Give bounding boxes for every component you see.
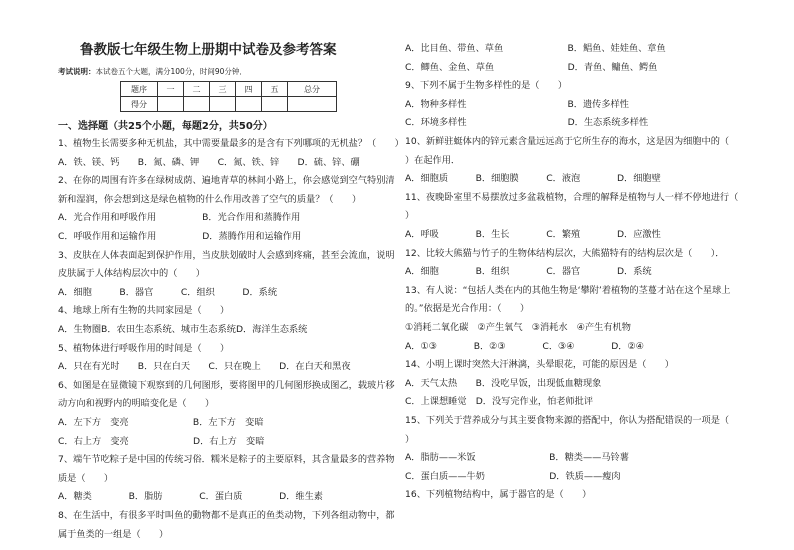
score-table <box>120 81 337 112</box>
question-line: A．光合作用和呼吸作用 B．光合作用和蒸腾作用 <box>58 212 301 224</box>
question-line: 1、植物生长需要多种无机盐，其中需要量最多的是含有下列哪项的无机盐？（ ） <box>58 138 404 149</box>
question-line: A．生物圈B．农田生态系统、城市生态系统D．海洋生态系统 <box>58 324 308 335</box>
score-header-cell: 五 <box>262 82 288 97</box>
question-line: 8、在生活中，有很多平时叫鱼的動物都不是真正的鱼类动物，下列各组动物中，都 <box>58 510 395 521</box>
question-line: A．糖类 B．脂肪 C．蛋白质 D．维生素 <box>58 491 323 503</box>
question-line: A．①③ B．②③ C．③④ D．②④ <box>405 340 644 352</box>
question-line: 13、有人说：“包括人类在内的其他生物是‘攀附’着植物的茎蔓才站在这个星球上 <box>405 284 731 296</box>
question-line: 3、皮肤在人体表面起到保护作用，当皮肤划破时人会感到疼痛，甚至会流血，说明 <box>58 249 395 261</box>
score-cell[interactable] <box>262 97 288 112</box>
question-line: ） <box>405 433 415 445</box>
question-line: ①消耗二氧化碳 ②产生氧气 ③消耗水 ④产生有机物 <box>405 322 631 333</box>
score-cell[interactable] <box>288 97 337 112</box>
question-line: A．呼吸 B．生长 C．繁殖 D．应激性 <box>405 229 661 240</box>
question-line: ） <box>405 210 415 222</box>
question-line: A．细胞 B．组织 C．器官 D．系统 <box>405 266 652 278</box>
section-heading: 一、选择题（共25个小题，每题2分，共50分） <box>58 121 273 132</box>
question-line: 5、植物体进行呼吸作用的时间是（ ） <box>58 342 230 354</box>
score-cell[interactable] <box>158 97 184 112</box>
right-column <box>397 0 777 550</box>
question-line: C．鲫鱼、金鱼、草鱼 D．青鱼、鳙鱼、鳄鱼 <box>405 61 658 73</box>
question-line: 属于鱼类的一组是（ ） <box>58 528 169 540</box>
question-line: 7、端午节吃粽子是中国的传统习俗．糯米是粽子的主要原料，其含量最多的营养物 <box>58 454 395 466</box>
score-cell[interactable] <box>210 97 236 112</box>
question-line: 15、下列关于营养成分与其主要食物来源的搭配中，你认为搭配错误的一项是（ <box>405 415 730 426</box>
question-line: 皮肤属于人体结构层次中的（ ） <box>58 268 205 280</box>
question-line: A．物种多样性 B．遗传多样性 <box>405 98 629 110</box>
score-header-cell: 三 <box>210 82 236 97</box>
score-header-cell: 总分 <box>288 82 337 97</box>
score-cell[interactable] <box>184 97 210 112</box>
question-line: ）在起作用． <box>405 154 461 166</box>
score-header-cell: 题序 <box>121 82 158 97</box>
question-line: C．呼吸作用和运输作用 D．蒸腾作用和运输作用 <box>58 231 302 242</box>
question-line: 动方向和视野内的明暗变化是（ ） <box>58 398 215 410</box>
question-line: A．天气太热 B．没吃早饭，出现低血糖现象 <box>405 377 602 389</box>
score-header-cell: 四 <box>236 82 262 97</box>
question-line: C．右上方 变亮 D．右上方 变暗 <box>58 435 265 447</box>
question-line: 的。”依据是光合作用：（ ） <box>405 303 530 315</box>
exam-note-text: 本试卷五个大题，满分100分，时间90分钟． <box>95 67 247 76</box>
question-line: 14、小明上课时突然大汗淋漓，头晕眼花，可能的原因是（ ） <box>405 359 674 371</box>
question-line: 6、如图是在显微镜下观察到的几何图形，要将图甲的几何图形换成图乙，载玻片移 <box>58 379 395 391</box>
score-table-score-row <box>121 97 337 112</box>
question-line: A．只在有光时 B．只在白天 C．只在晚上 D．在白天和黑夜 <box>58 361 351 373</box>
question-line: C．上课想睡觉 D．没写完作业，怕老师批评 <box>405 396 594 408</box>
exam-note <box>58 66 247 78</box>
question-line: 12、比较大熊猫与竹子的生物体结构层次，大熊猫特有的结构层次是（ ）． <box>405 247 725 259</box>
question-line: C．环境多样性 D．生态系统多样性 <box>405 117 649 129</box>
score-cell[interactable] <box>236 97 262 112</box>
question-line: 4、地球上所有生物的共同家园是（ ） <box>58 305 230 317</box>
exam-note-label: 考试说明： <box>58 67 96 76</box>
question-line: A．左下方 变亮 B．左下方 变暗 <box>58 417 264 428</box>
question-line: 10、新鲜驻蜓体内的锌元素含量远远高于它所生存的海水，这是因为细胞中的（ <box>405 136 730 147</box>
question-line: 16、下列植物结构中，属于器官的是（ ） <box>405 489 592 501</box>
question-line: 9、下列不属于生物多样性的是（ ） <box>405 80 568 92</box>
question-line: A．细胞质 B．细胞膜 C．液泡 D．细胞壁 <box>405 173 661 185</box>
score-row-label: 得分 <box>121 97 158 112</box>
page-title: 鲁教版七年级生物上册期中试卷及参考答案 <box>80 42 337 58</box>
question-line: C．蛋白质——牛奶 D．铁质——瘦肉 <box>405 470 621 482</box>
score-header-cell: 一 <box>158 82 184 97</box>
question-line: A．脂肪——米饭 B．糖类——马铃薯 <box>405 452 629 464</box>
score-header-cell: 二 <box>184 82 210 97</box>
question-line: 新和湿润，你会想到这是绿色植物的什么作用改善了空气的质量？（ ） <box>58 193 362 205</box>
question-line: A．比目鱼、带鱼、草鱼 B．鲳鱼、娃娃鱼、章鱼 <box>405 43 666 54</box>
question-line: A．铁、镁、钙 B．氮、磷、钾 C．氮、铁、锌 D．硫、锌、硼 <box>58 156 360 168</box>
question-line: 质是（ ） <box>58 472 114 484</box>
question-line: 2、在你的周围有许多在绿树成荫、遍地青草的林间小路上，你会感觉到空气特别清 <box>58 175 395 187</box>
question-line: 11、夜晚卧室里不易摆放过多盆栽植物，合理的解释是植物与人一样不停地进行（ <box>405 191 739 203</box>
score-table-header-row <box>121 82 337 97</box>
question-line: A．细胞 B．器官 C．组织 D．系统 <box>58 286 278 298</box>
